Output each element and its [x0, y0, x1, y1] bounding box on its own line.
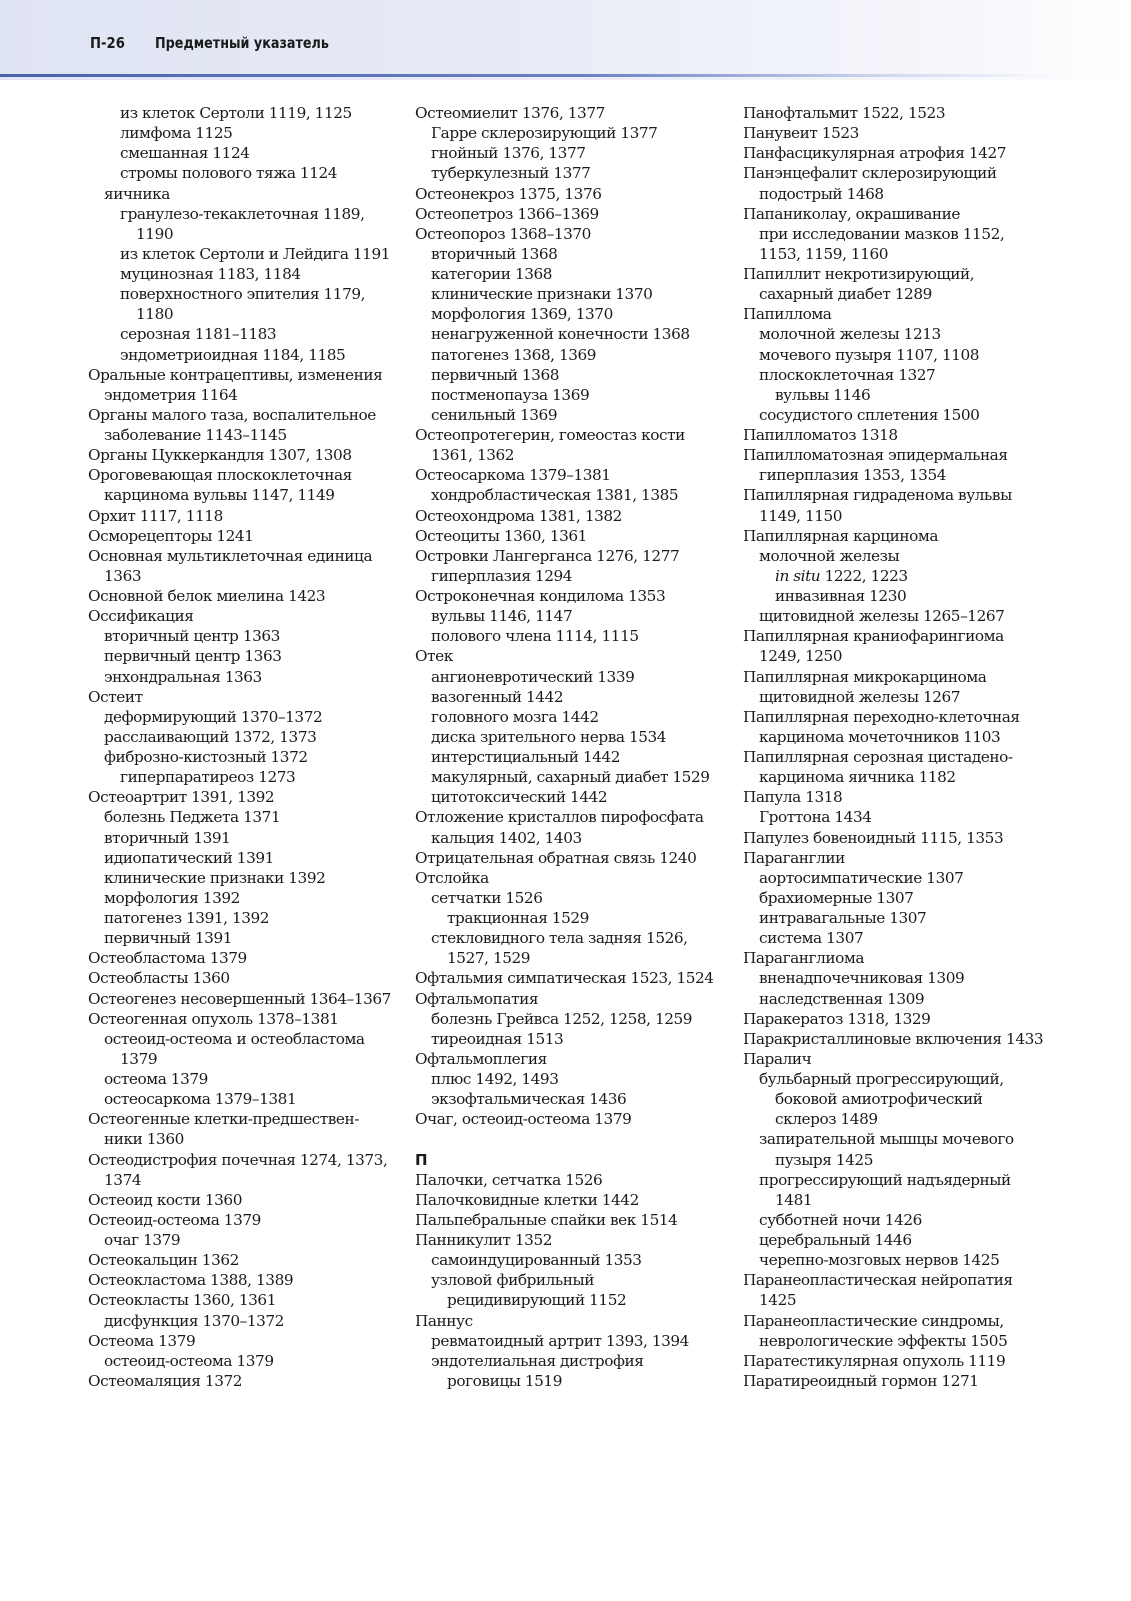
index-subentry: первичный 1368: [431, 365, 560, 384]
index-subentry: эндометриоидная 1184, 1185: [120, 345, 346, 364]
index-entry: Папилломатоз 1318: [743, 426, 898, 444]
index-subentry: запирательной мышцы мочевого: [759, 1130, 1014, 1149]
index-subentry: Гроттона 1434: [759, 808, 872, 827]
index-entry: Офтальмия симпатическая 1523, 1524: [415, 969, 714, 988]
index-subentry: вторичный 1368: [431, 244, 558, 263]
index-subentry: энхондральная 1363: [104, 667, 262, 686]
index-subentry: 1361, 1362: [431, 446, 515, 465]
index-subentry: рецидивирующий 1152: [447, 1291, 627, 1310]
index-entry: Паратестикулярная опухоль 1119: [743, 1351, 1006, 1370]
index-subentry: гиперплазия 1294: [431, 566, 573, 585]
index-subentry: узловой фибрильный: [431, 1271, 595, 1290]
index-entry: Остеокальцин 1362: [88, 1251, 239, 1270]
index-subentry: сенильный 1369: [431, 405, 558, 424]
index-subentry: самоиндуцированный 1353: [431, 1251, 642, 1270]
index-subentry: постменопауза 1369: [431, 385, 590, 404]
index-subentry: остеома 1379: [104, 1070, 208, 1088]
index-subentry: Гарре склерозирующий 1377: [431, 124, 658, 143]
index-entry: Остеомаляция 1372: [88, 1371, 243, 1390]
index-subentry: деформирующий 1370–1372: [104, 707, 323, 726]
index-subentry: туберкулезный 1377: [431, 164, 591, 183]
index-subentry: дисфункция 1370–1372: [104, 1311, 284, 1330]
index-entry: Органы малого таза, воспалительное: [88, 405, 376, 424]
index-subentry: ненагруженной конечности 1368: [431, 325, 690, 344]
index-subentry: заболевание 1143–1145: [104, 426, 287, 444]
index-subentry: эндометрия 1164: [104, 385, 238, 404]
index-entry: Остеодистрофия почечная 1274, 1373,: [88, 1150, 388, 1169]
index-subentry: молочной железы: [759, 546, 900, 565]
index-entry: Панникулит 1352: [415, 1231, 553, 1249]
index-entry: Основная мультиклеточная единица: [88, 546, 373, 565]
index-subentry: патогенез 1391, 1392: [104, 909, 270, 927]
index-entry: Оральные контрацептивы, изменения: [88, 365, 383, 384]
index-subentry: 1190: [136, 224, 174, 243]
index-subentry: подострый 1468: [759, 184, 884, 203]
index-subentry: система 1307: [759, 929, 864, 948]
index-subentry: мочевого пузыря 1107, 1108: [759, 345, 980, 364]
index-entry: Остеогенная опухоль 1378–1381: [88, 1009, 339, 1028]
index-subentry: болезнь Педжета 1371: [104, 808, 281, 827]
index-entry: Паракератоз 1318, 1329: [743, 1009, 931, 1028]
index-subentry: серозная 1181–1183: [120, 325, 277, 344]
index-subentry: субботней ночи 1426: [759, 1210, 922, 1229]
index-subentry: интравагальные 1307: [759, 909, 927, 927]
index-subentry: боковой амиотрофический: [775, 1090, 983, 1109]
index-subentry: полового члена 1114, 1115: [431, 627, 639, 646]
index-subentry: яичника: [104, 184, 170, 203]
index-entry: Паралич: [743, 1049, 812, 1068]
index-subentry: первичный 1391: [104, 929, 233, 948]
index-entry: Паратиреоидный гормон 1271: [743, 1371, 979, 1390]
index-entry: Остеоциты 1360, 1361: [415, 526, 587, 545]
index-entry: Остеокластома 1388, 1389: [88, 1271, 294, 1290]
index-entry: Остеопетроз 1366–1369: [415, 204, 599, 223]
index-subentry: карцинома вульвы 1147, 1149: [104, 486, 335, 505]
index-subentry: аортосимпатические 1307: [759, 868, 964, 887]
index-entry: Паранеопластические синдромы,: [743, 1311, 1004, 1330]
index-subentry: цитотоксический 1442: [431, 788, 608, 807]
index-entry: Офтальмоплегия: [415, 1049, 547, 1068]
index-entry: Остеобластома 1379: [88, 949, 247, 968]
index-subentry: идиопатический 1391: [104, 848, 274, 867]
index-subentry: поверхностного эпителия 1179,: [120, 285, 366, 304]
index-subentry: вульвы 1146, 1147: [431, 607, 573, 626]
index-subentry: клинические признаки 1392: [104, 868, 326, 887]
index-entry: Папиллярная краниофарингиома: [743, 627, 1004, 646]
index-subentry: из клеток Сертоли 1119, 1125: [120, 104, 352, 122]
index-entry: Папиллярная микрокарцинома: [743, 667, 987, 686]
index-subentry: роговицы 1519: [447, 1371, 562, 1390]
index-subentry: прогрессирующий надъядерный: [759, 1170, 1011, 1189]
index-entry: Оссификация: [88, 607, 194, 626]
index-subentry: 1249, 1250: [759, 647, 843, 666]
index-entry: Палочки, сетчатка 1526: [415, 1170, 603, 1189]
index-subentry: церебральный 1446: [759, 1231, 912, 1249]
index-entry: Остеонекроз 1375, 1376: [415, 184, 602, 203]
index-subentry: макулярный, сахарный диабет 1529: [431, 768, 710, 787]
index-subentry: карцинома яичника 1182: [759, 768, 956, 787]
index-column-3: [743, 103, 1043, 1391]
index-subentry: 1379: [120, 1049, 158, 1068]
index-subentry: 1363: [104, 566, 142, 585]
index-subentry: молочной железы 1213: [759, 325, 941, 344]
index-entry: Отложение кристаллов пирофосфата: [415, 808, 704, 827]
index-subentry: гиперпаратиреоз 1273: [120, 768, 296, 787]
index-entry: Основной белок миелина 1423: [88, 587, 326, 605]
index-subentry: тиреоидная 1513: [431, 1029, 564, 1048]
index-entry: Органы Цуккеркандля 1307, 1308: [88, 446, 352, 465]
index-subentry: брахиомерные 1307: [759, 888, 914, 907]
index-subentry: при исследовании мазков 1152,: [759, 224, 1005, 243]
index-entry: Папиллярная переходно-клеточная: [743, 707, 1020, 726]
index-entry: Остеома 1379: [88, 1331, 196, 1350]
index-entry: Островки Лангерганса 1276, 1277: [415, 546, 680, 565]
index-subentry: 1180: [136, 305, 174, 324]
index-subentry: 1149, 1150: [759, 506, 843, 525]
index-entry: Остеит: [88, 687, 143, 706]
index-entry: Остроконечная кондилома 1353: [415, 587, 666, 605]
index-entry: Отслойка: [415, 868, 489, 887]
index-column-1: [88, 103, 393, 1391]
index-subentry: 1481: [775, 1190, 813, 1209]
index-subentry: морфология 1392: [104, 888, 240, 907]
index-subentry: неврологические эффекты 1505: [759, 1331, 1008, 1350]
index-subentry: остеоид-остеома 1379: [104, 1351, 274, 1370]
index-subentry: болезнь Грейвса 1252, 1258, 1259: [431, 1009, 693, 1028]
index-subentry: плюс 1492, 1493: [431, 1070, 559, 1088]
index-subentry: тракционная 1529: [447, 909, 589, 927]
index-entry: Осморецепторы 1241: [88, 526, 254, 545]
index-entry: Отек: [415, 647, 453, 666]
index-entry: Паннус: [415, 1311, 473, 1330]
index-subentry: расслаивающий 1372, 1373: [104, 727, 317, 746]
index-entry: Остеоид-остеома 1379: [88, 1210, 261, 1229]
index-entry-pages: 1222, 1223: [820, 566, 908, 585]
index-subentry: клинические признаки 1370: [431, 285, 653, 304]
index-subentry: гиперплазия 1353, 1354: [759, 466, 947, 485]
index-subentry: 1527, 1529: [447, 949, 531, 968]
index-subentry: категории 1368: [431, 265, 553, 283]
index-subentry: первичный центр 1363: [104, 647, 282, 666]
index-subentry: гнойный 1376, 1377: [431, 144, 586, 163]
index-subentry: эндотелиальная дистрофия: [431, 1351, 644, 1370]
index-subentry: вазогенный 1442: [431, 687, 564, 706]
index-subentry: интерстициальный 1442: [431, 748, 621, 766]
index-entry: Паракристаллиновые включения 1433: [743, 1029, 1044, 1048]
index-entry: Остеокласты 1360, 1361: [88, 1291, 276, 1310]
index-entry: Панфасцикулярная атрофия 1427: [743, 144, 1007, 163]
index-subentry: пузыря 1425: [775, 1150, 873, 1169]
index-subentry: вульвы 1146: [775, 385, 871, 404]
index-column-2: [415, 103, 725, 1391]
index-entry: Остеохондрома 1381, 1382: [415, 506, 622, 525]
index-subentry: диска зрительного нерва 1534: [431, 727, 667, 746]
index-entry: Палочковидные клетки 1442: [415, 1190, 639, 1209]
index-entry: Остеопротегерин, гомеостаз кости: [415, 426, 685, 444]
index-subentry: сахарный диабет 1289: [759, 285, 932, 304]
index-subentry: 1153, 1159, 1160: [759, 244, 889, 263]
page-number: П-26: [90, 34, 125, 52]
index-subentry: черепно-мозговых нервов 1425: [759, 1251, 1000, 1270]
index-subentry: из клеток Сертоли и Лейдига 1191: [120, 244, 391, 263]
index-subentry: плоскоклеточная 1327: [759, 365, 936, 384]
index-subentry: лимфома 1125: [120, 124, 233, 143]
index-entry: Параганглиома: [743, 949, 865, 968]
index-entry: Папилломатозная эпидермальная: [743, 446, 1008, 465]
index-subentry: щитовидной железы 1267: [759, 687, 961, 706]
index-entry: Ороговевающая плоскоклеточная: [88, 466, 352, 485]
index-subentry: смешанная 1124: [120, 144, 250, 163]
running-title: Предметный указатель: [155, 34, 329, 52]
index-subentry: карцинома мочеточников 1103: [759, 727, 1001, 746]
index-entry: Остеогенные клетки-предшествен-: [88, 1110, 359, 1129]
index-entry: Панэнцефалит склерозирующий: [743, 164, 997, 183]
index-entry: Папиллярная серозная цистадено-: [743, 748, 1013, 766]
index-subentry: ники 1360: [104, 1130, 184, 1149]
index-entry: Остеосаркома 1379–1381: [415, 466, 611, 485]
index-entry: Папиллярная карцинома: [743, 526, 939, 545]
index-subentry: бульбарный прогрессирующий,: [759, 1070, 1004, 1088]
index-subentry: сосудистого сплетения 1500: [759, 405, 980, 424]
index-subentry: муцинозная 1183, 1184: [120, 265, 301, 283]
index-subentry: хондробластическая 1381, 1385: [431, 486, 679, 505]
index-subentry: ревматоидный артрит 1393, 1394: [431, 1331, 689, 1350]
index-subentry: экзофтальмическая 1436: [431, 1090, 627, 1109]
index-subentry: головного мозга 1442: [431, 707, 599, 726]
index-entry: Пальпебральные спайки век 1514: [415, 1210, 678, 1229]
index-subentry: 1425: [759, 1291, 797, 1310]
header-rule: [0, 74, 1060, 77]
index-entry: Остеоартрит 1391, 1392: [88, 788, 275, 807]
index-subentry: патогенез 1368, 1369: [431, 345, 597, 364]
index-subentry: вторичный 1391: [104, 828, 231, 847]
index-subentry: вненадпочечниковая 1309: [759, 969, 965, 988]
index-entry: Офтальмопатия: [415, 989, 539, 1008]
index-entry: Остеобласты 1360: [88, 969, 230, 988]
index-subentry: гранулезо-текаклеточная 1189,: [120, 204, 365, 223]
index-entry: Панофтальмит 1522, 1523: [743, 104, 946, 122]
index-subentry: склероз 1489: [775, 1110, 878, 1129]
index-subentry: остеосаркома 1379–1381: [104, 1090, 297, 1109]
index-subentry: очаг 1379: [104, 1231, 181, 1249]
index-entry: Папиллярная гидраденома вульвы: [743, 486, 1012, 505]
section-gap: [415, 1129, 725, 1149]
page-header: [0, 0, 1131, 80]
index-entry: Остеогенез несовершенный 1364–1367: [88, 989, 391, 1008]
index-subentry: кальция 1402, 1403: [431, 828, 582, 847]
index-subentry: 1374: [104, 1170, 142, 1189]
index-entry: Остеомиелит 1376, 1377: [415, 104, 605, 122]
index-entry: Папиллит некротизирующий,: [743, 265, 975, 283]
index-subentry: остеоид-остеома и остеобластома: [104, 1029, 365, 1048]
section-letter: П: [415, 1150, 428, 1169]
index-subentry: фиброзно-кистозный 1372: [104, 748, 308, 766]
index-subentry: щитовидной железы 1265–1267: [759, 607, 1005, 626]
index-entry: Папулез бовеноидный 1115, 1353: [743, 828, 1004, 847]
index-subentry: сетчатки 1526: [431, 888, 543, 907]
index-subentry: инвазивная 1230: [775, 587, 907, 605]
index-entry: Параганглии: [743, 848, 845, 867]
index-entry: Орхит 1117, 1118: [88, 506, 223, 525]
index-subentry: наследственная 1309: [759, 989, 925, 1008]
index-entry: Папиллома: [743, 305, 832, 324]
index-entry: Папула 1318: [743, 788, 843, 807]
index-entry: Отрицательная обратная связь 1240: [415, 848, 697, 867]
index-entry: Остеоид кости 1360: [88, 1190, 242, 1209]
index-subentry: ангионевротический 1339: [431, 667, 635, 686]
index-entry: Очаг, остеоид-остеома 1379: [415, 1110, 632, 1129]
index-entry: Остеопороз 1368–1370: [415, 224, 591, 243]
index-entry: Панувеит 1523: [743, 124, 859, 143]
index-entry-italic: in situ: [775, 566, 821, 585]
index-entry: [743, 566, 1043, 586]
index-entry: Папаниколау, окрашивание: [743, 204, 960, 223]
index-subentry: стромы полового тяжа 1124: [120, 164, 338, 183]
index-entry: Паранеопластическая нейропатия: [743, 1271, 1013, 1290]
index-subentry: вторичный центр 1363: [104, 627, 280, 646]
index-subentry: морфология 1369, 1370: [431, 305, 613, 324]
index-subentry: стекловидного тела задняя 1526,: [431, 929, 688, 948]
